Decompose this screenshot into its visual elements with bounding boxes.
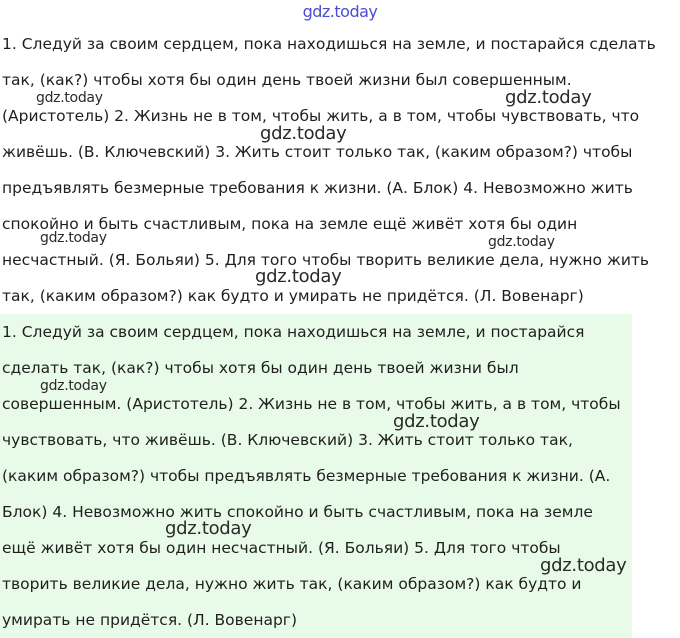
text-line: предъявлять безмерные требования к жизни. (А. Блок) 4. Невозможно жить xyxy=(2,179,633,197)
text-line: совершенным. (Аристотель) 2. Жизнь не в том, чтобы жить, а в том, чтобы xyxy=(2,395,621,413)
text-line: живёшь. (В. Ключевский) 3. Жить стоит только так, (каким образом?) чтобы xyxy=(2,143,633,161)
watermark: gdz.today xyxy=(36,90,103,106)
text-line: ещё живёт хотя бы один несчастный. (Я. Больяи) 5. Для того чтобы xyxy=(2,539,561,557)
text-line: так, (каким образом?) как будто и умирать не придётся. (Л. Вовенарг) xyxy=(2,287,584,305)
watermark: gdz.today xyxy=(393,411,480,432)
watermark: gdz.today xyxy=(255,266,342,287)
watermark: gdz.today xyxy=(165,518,252,539)
watermark: gdz.today xyxy=(488,234,555,250)
text-line: Блок) 4. Невозможно жить спокойно и быть счастливым, пока на земле xyxy=(2,503,593,521)
text-line: чувствовать, что живёшь. (В. Ключевский) 3. Жить стоит только так, xyxy=(2,431,573,449)
text-line: (каким образом?) чтобы предъявлять безмерные требования к жизни. (А. xyxy=(2,467,611,485)
text-line: (Аристотель) 2. Жизнь не в том, чтобы жить, а в том, чтобы чувствовать, что xyxy=(2,107,640,125)
text-line: творить великие дела, нужно жить так, (каким образом?) как будто и xyxy=(2,575,582,593)
watermark: gdz.today xyxy=(260,123,347,144)
text-line: сделать так, (как?) чтобы хотя бы один день твоей жизни был xyxy=(2,359,519,377)
text-line: так, (как?) чтобы хотя бы один день твоей жизни был совершенным. xyxy=(2,71,572,89)
site-logo[interactable]: gdz.today xyxy=(302,2,378,21)
answer-text-block-highlighted xyxy=(0,314,632,638)
watermark: gdz.today xyxy=(505,87,592,108)
text-line: несчастный. (Я. Больяи) 5. Для того чтобы творить великие дела, нужно жить xyxy=(2,251,650,269)
text-line: умирать не придётся. (Л. Вовенарг) xyxy=(2,611,297,629)
text-line: 1. Следуй за своим сердцем, пока находишься на земле, и постарайся xyxy=(2,323,585,341)
text-line: спокойно и быть счастливым, пока на земле ещё живёт хотя бы один xyxy=(2,215,578,233)
watermark: gdz.today xyxy=(540,555,627,576)
watermark: gdz.today xyxy=(40,230,107,246)
text-line: 1. Следуй за своим сердцем, пока находишься на земле, и постарайся сделать xyxy=(2,35,656,53)
watermark: gdz.today xyxy=(40,378,107,394)
